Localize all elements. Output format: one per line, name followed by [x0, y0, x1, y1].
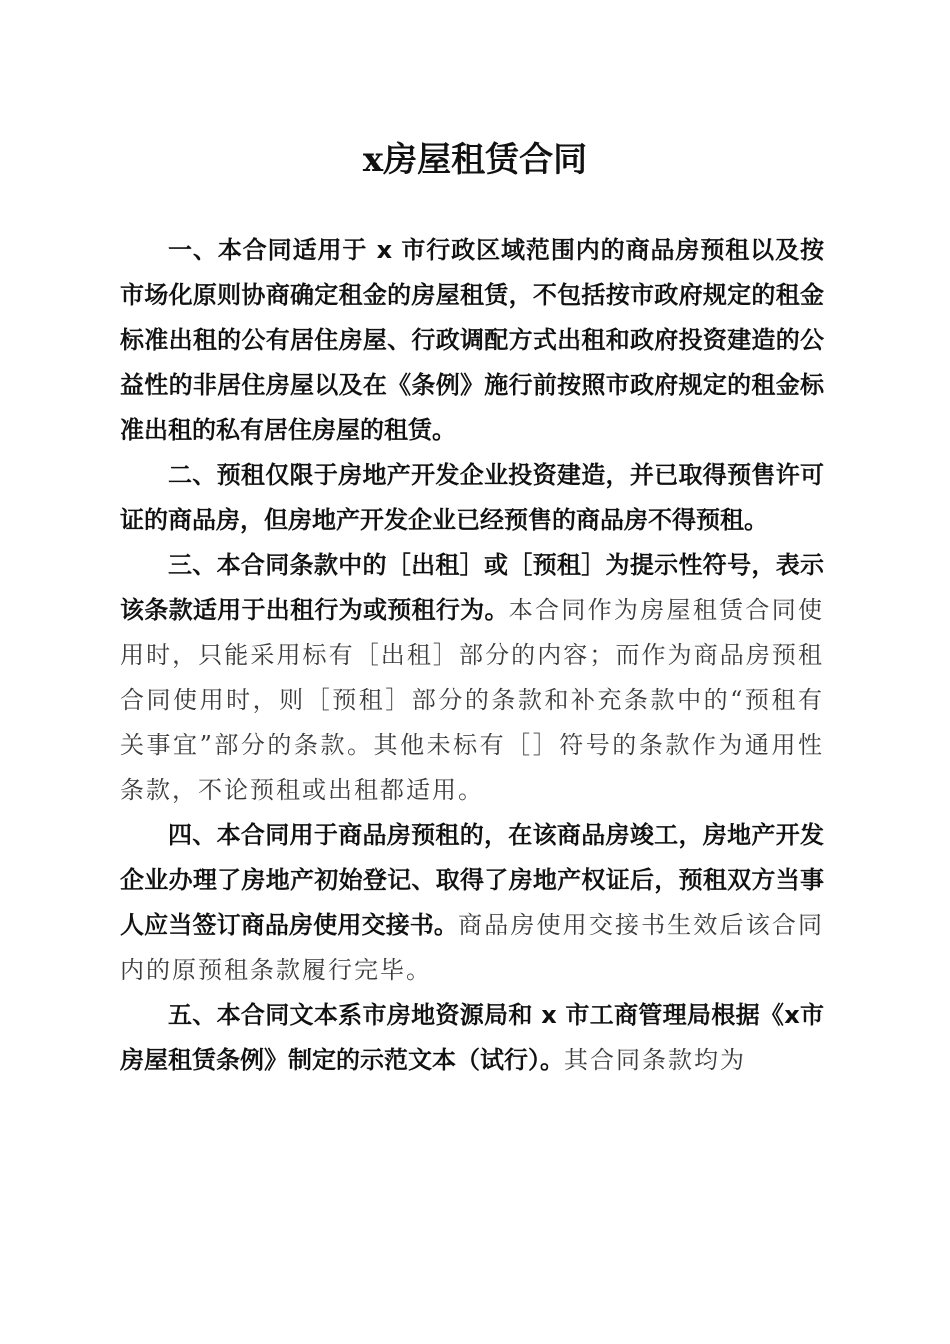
paragraph-5: [120, 993, 824, 1083]
paragraph-3-bold-text: 三、本合同条款中的［出租］或［预租］为提示性符号，表示该条款适用于出租行为或预租行为。: [120, 551, 824, 624]
paragraph-4-plain-text: 商品房使用交接书生效后该合同内的原预租条款履行完毕。: [120, 911, 825, 984]
paragraph-4-bold-text: 四、本合同用于商品房预租的，在该商品房竣工，房地产开发企业办理了房地产初始登记、取得了房地产权证后，预租双方当事人应当签订商品房使用交接书。: [120, 821, 824, 939]
paragraph-2: [120, 453, 824, 543]
paragraph-1-bold-text: 一、本合同适用于 x 市行政区域范围内的商品房预租以及按市场化原则协商确定租金的房屋租赁，不包括按市政府规定的租金标准出租的公有居住房屋、行政调配方式出租和政府投资建造的公益性的非居住房屋以及在《条例》施行前按照市政府规定的租金标准出租的私有居住房屋的租赁。: [120, 236, 824, 444]
paragraph-2-bold-text: 二、预租仅限于房地产开发企业投资建造，并已取得预售许可证的商品房，但房地产开发企业已经预售的商品房不得预租。: [120, 461, 824, 534]
document-body: [120, 228, 824, 1083]
paragraph-3-plain-text: 本合同作为房屋租赁合同使用时，只能采用标有［出租］部分的内容；而作为商品房预租合同使用时，则［预租］部分的条款和补充条款中的“预租有关事宜”部分的条款。其他未标有［］符号的条款作为通用性条款，不论预租或出租都适用。: [120, 596, 825, 804]
paragraph-3: [120, 543, 824, 813]
paragraph-5-plain-text: 其合同条款均为: [564, 1046, 746, 1074]
paragraph-4: [120, 813, 824, 993]
document-title: x房屋租赁合同: [362, 140, 588, 180]
paragraph-1: [120, 228, 824, 453]
paragraph-5-bold-text: 五、本合同文本系市房地资源局和 x 市工商管理局根据《x市房屋租赁条例》制定的示范文本（试行）。: [120, 1001, 824, 1074]
